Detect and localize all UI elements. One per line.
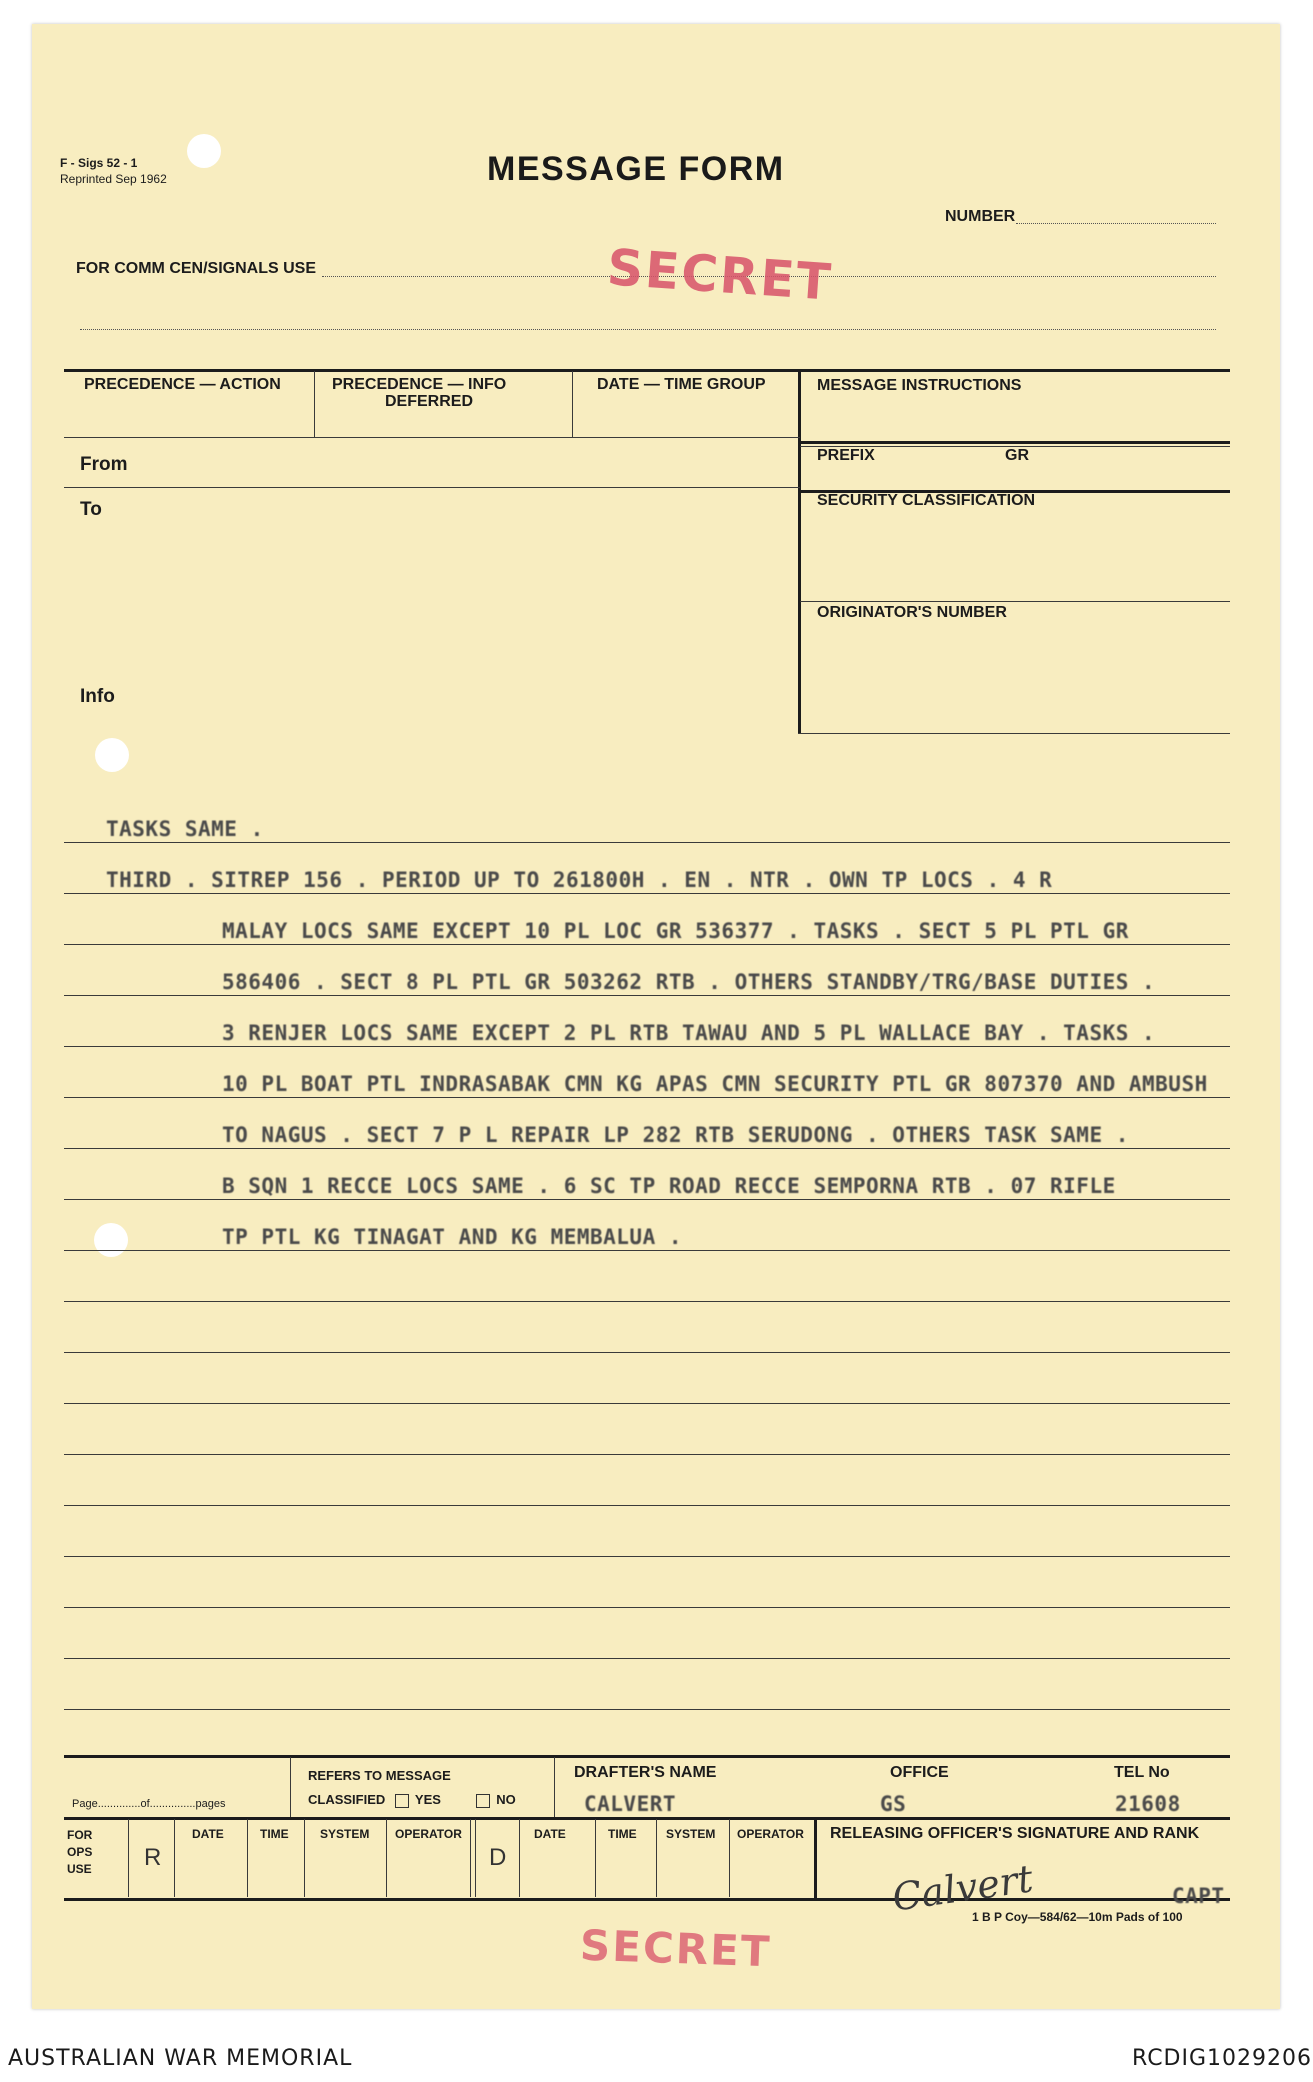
- rule: [800, 441, 1230, 444]
- no-checkbox[interactable]: [476, 1794, 490, 1808]
- rule: [290, 1757, 291, 1817]
- punch-hole: [187, 134, 221, 168]
- rule: [475, 1819, 476, 1897]
- security-classification-label: SECURITY CLASSIFICATION: [817, 492, 1036, 509]
- message-rule: [64, 1097, 1230, 1098]
- message-rule: [64, 1199, 1230, 1200]
- rule: [314, 371, 315, 437]
- operator-header-2: OPERATOR: [737, 1827, 804, 1841]
- punch-hole: [94, 1223, 128, 1257]
- message-line: TP PTL KG TINAGAT AND KG MEMBALUA .: [222, 1225, 683, 1249]
- number-field[interactable]: [1016, 223, 1216, 224]
- secret-stamp-bottom: SECRET: [579, 1920, 773, 1977]
- message-rule: [64, 1250, 1230, 1251]
- message-rule: [64, 893, 1230, 894]
- form-code: F - Sigs 52 - 1: [60, 156, 138, 170]
- punch-hole: [95, 738, 129, 772]
- message-rule: [64, 1556, 1230, 1557]
- rule: [64, 369, 1230, 372]
- originators-number-label: ORIGINATOR'S NUMBER: [817, 604, 1007, 621]
- message-rule: [64, 1301, 1230, 1302]
- rule: [64, 1755, 1230, 1758]
- message-line: B SQN 1 RECCE LOCS SAME . 6 SC TP ROAD RECCE SEMPORNA RTB . 07 RIFLE: [222, 1174, 1116, 1198]
- message-rule: [64, 1352, 1230, 1353]
- classified-row: [308, 1792, 516, 1808]
- rule: [519, 1819, 520, 1897]
- operator-header: OPERATOR: [395, 1827, 462, 1841]
- date-header-2: DATE: [534, 1827, 566, 1841]
- rule: [595, 1819, 596, 1897]
- yes-checkbox[interactable]: [395, 1794, 409, 1808]
- message-rule: [64, 842, 1230, 843]
- message-line: MALAY LOCS SAME EXCEPT 10 PL LOC GR 536377 . TASKS . SECT 5 PL PTL GR: [222, 919, 1129, 943]
- rule: [470, 1819, 471, 1897]
- printer-imprint: 1 B P Coy—584/62—10m Pads of 100: [972, 1910, 1183, 1924]
- r-marker: R: [144, 1844, 162, 1871]
- message-rule: [64, 944, 1230, 945]
- message-form-paper: [32, 24, 1280, 2009]
- page-of-pages: Page..............of...............pages: [72, 1798, 226, 1810]
- rule: [64, 437, 800, 438]
- to-label: To: [80, 499, 102, 520]
- rule: [128, 1819, 129, 1897]
- drafters-name-value: CALVERT: [584, 1792, 677, 1816]
- refers-to-message-label: REFERS TO MESSAGE: [308, 1768, 451, 1783]
- system-header-2: SYSTEM: [666, 1827, 716, 1841]
- rule: [814, 1819, 817, 1899]
- yes-label: YES: [414, 1792, 441, 1807]
- office-value: GS: [880, 1792, 907, 1816]
- rule: [656, 1819, 657, 1897]
- tel-label: TEL No: [1114, 1764, 1170, 1781]
- message-line: THIRD . SITREP 156 . PERIOD UP TO 261800H . EN . NTR . OWN TP LOCS . 4 R: [106, 868, 1053, 892]
- message-line: 3 RENJER LOCS SAME EXCEPT 2 PL RTB TAWAU AND 5 PL WALLACE BAY . TASKS .: [222, 1021, 1156, 1045]
- classified-label: CLASSIFIED: [308, 1792, 386, 1807]
- for-ops-use-label: FOR OPS USE: [67, 1828, 93, 1876]
- from-label: From: [80, 454, 128, 475]
- precedence-deferred-label: DEFERRED: [385, 393, 474, 410]
- rule: [386, 1819, 387, 1897]
- message-instructions-label: MESSAGE INSTRUCTIONS: [817, 377, 1022, 394]
- archive-identifier: RCDIG1029206: [1132, 2046, 1313, 2071]
- system-header: SYSTEM: [320, 1827, 370, 1841]
- officer-signature: Calvert: [889, 1856, 1036, 1920]
- reprinted-date: Reprinted Sep 1962: [60, 172, 167, 186]
- comm-cen-label: FOR COMM CEN/SIGNALS USE: [76, 260, 317, 277]
- number-label: NUMBER: [945, 208, 1016, 225]
- message-line: 10 PL BOAT PTL INDRASABAK CMN KG APAS CMN SECURITY PTL GR 807370 AND AMBUSH: [222, 1072, 1208, 1096]
- secret-stamp-top: SECRET: [605, 238, 835, 312]
- rule: [247, 1819, 248, 1897]
- message-line: TO NAGUS . SECT 7 P L REPAIR LP 282 RTB SERUDONG . OTHERS TASK SAME .: [222, 1123, 1129, 1147]
- time-header: TIME: [260, 1827, 289, 1841]
- rule: [64, 1817, 1230, 1820]
- precedence-action-label: PRECEDENCE — ACTION: [84, 376, 281, 393]
- rule: [64, 487, 800, 488]
- precedence-info-label: PRECEDENCE — INFO: [332, 376, 507, 393]
- gr-label: GR: [1005, 447, 1029, 464]
- message-rule: [64, 1403, 1230, 1404]
- message-rule: [64, 1148, 1230, 1149]
- message-rule: [64, 995, 1230, 996]
- rule: [798, 733, 1230, 734]
- drafters-name-label: DRAFTER'S NAME: [574, 1764, 717, 1781]
- officer-rank: CAPT: [1172, 1884, 1225, 1908]
- rule: [729, 1819, 730, 1897]
- releasing-officer-label: RELEASING OFFICER'S SIGNATURE AND RANK: [830, 1825, 1200, 1842]
- date-header: DATE: [192, 1827, 224, 1841]
- message-line: 586406 . SECT 8 PL PTL GR 503262 RTB . OTHERS STANDBY/TRG/BASE DUTIES .: [222, 970, 1156, 994]
- rule: [554, 1757, 555, 1817]
- d-marker: D: [489, 1844, 507, 1871]
- message-rule: [64, 1607, 1230, 1608]
- message-rule: [64, 1709, 1230, 1710]
- date-time-group-label: DATE — TIME GROUP: [597, 376, 766, 393]
- message-rule: [64, 1505, 1230, 1506]
- message-rule: [64, 1046, 1230, 1047]
- message-line: TASKS SAME .: [106, 817, 264, 841]
- rule: [798, 371, 801, 733]
- rule: [64, 1898, 816, 1901]
- rule: [800, 601, 1230, 602]
- prefix-label: PREFIX: [817, 447, 875, 464]
- time-header-2: TIME: [608, 1827, 637, 1841]
- message-rule: [64, 1454, 1230, 1455]
- rule: [304, 1819, 305, 1897]
- info-label: Info: [80, 686, 115, 707]
- rule: [174, 1819, 175, 1897]
- message-rule: [64, 1658, 1230, 1659]
- comm-cen-field-2[interactable]: [80, 329, 1216, 330]
- page-title: MESSAGE FORM: [487, 150, 785, 188]
- tel-value: 21608: [1115, 1792, 1181, 1816]
- rule: [572, 371, 573, 437]
- archive-credit: AUSTRALIAN WAR MEMORIAL: [8, 2046, 353, 2071]
- no-label: NO: [496, 1792, 516, 1807]
- office-label: OFFICE: [890, 1764, 949, 1781]
